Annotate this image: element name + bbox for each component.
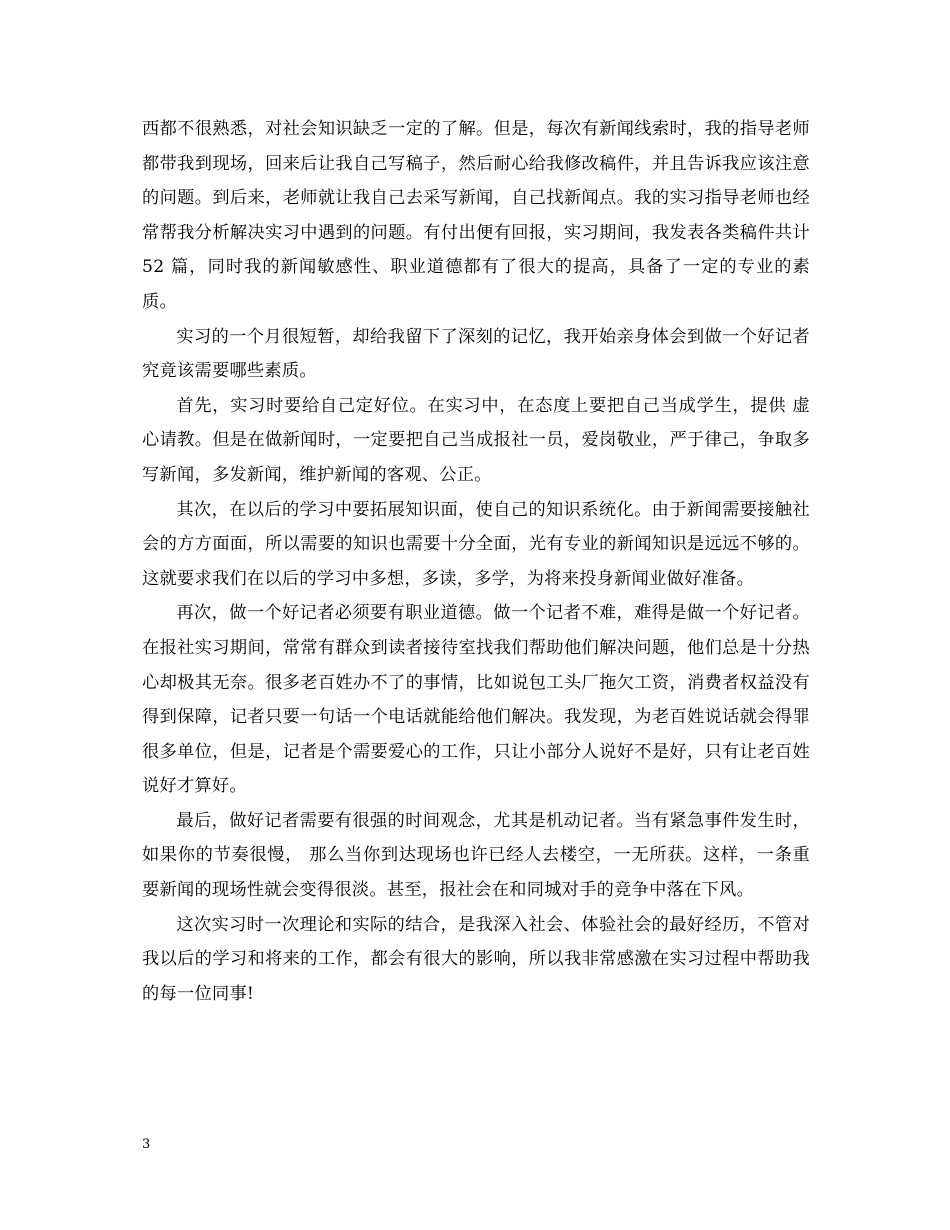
page-number: 3: [142, 1137, 151, 1152]
paragraph: 首先，实习时要给自己定好位。在实习中，在态度上要把自己当成学生，提供 虚心请教。但是在做新闻时，一定要把自己当成报社一员，爱岗敬业，严于律己，争取多写新闻，多发新闻，维护新闻的客观、公正。: [142, 395, 810, 485]
paragraph: 再次，做一个好记者必须要有职业道德。做一个记者不难，难得是做一个好记者。在报社实习期间，常常有群众到读者接待室找我们帮助他们解决问题，他们总是十分热心却极其无奈。很多老百姓办不了的事情，比如说包工头厂拖欠工资，消费者权益没有得到保障，记者只要一句话一个电话就能给他们解决。我发现，为老百姓说话就会得罪很多单位，但是，记者是个需要爱心的工作，只让小部分人说好不是好，只有让老百姓说好才算好。: [142, 603, 810, 797]
paragraph: 实习的一个月很短暂，却给我留下了深刻的记忆，我开始亲身体会到做一个好记者究竟该需要哪些素质。: [142, 326, 810, 382]
document-body: [142, 112, 810, 1011]
paragraph: 西都不很熟悉，对社会知识缺乏一定的了解。但是，每次有新闻线索时，我的指导老师都带我到现场，回来后让我自己写稿子，然后耐心给我修改稿件，并且告诉我应该注意的问题。到后来，老师就让我自己去采写新闻，自己找新闻点。我的实习指导老师也经常帮我分析解决实习中遇到的问题。有付出便有回报，实习期间，我发表各类稿件共计 52 篇，同时我的新闻敏感性、职业道德都有了很大的提高，具备了一定的专业的素质。: [142, 119, 810, 312]
paragraph: 这次实习时一次理论和实际的结合，是我深入社会、体验社会的最好经历，不管对我以后的学习和将来的工作，都会有很大的影响，所以我非常感激在实习过程中帮助我的每一位同事!: [142, 914, 810, 1004]
paragraph: 其次，在以后的学习中要拓展知识面，使自己的知识系统化。由于新闻需要接触社会的方方面面，所以需要的知识也需要十分全面，光有专业的新闻知识是远远不够的。这就要求我们在以后的学习中多想，多读，多学，为将来投身新闻业做好准备。: [142, 499, 810, 589]
paragraph: 最后，做好记者需要有很强的时间观念，尤其是机动记者。当有紧急事件发生时，如果你的节奏很慢， 那么当你到达现场也许已经人去楼空，一无所获。这样，一条重要新闻的现场性就会变得很淡。甚至，报社会在和同城对手的竞争中落在下风。: [142, 810, 810, 901]
